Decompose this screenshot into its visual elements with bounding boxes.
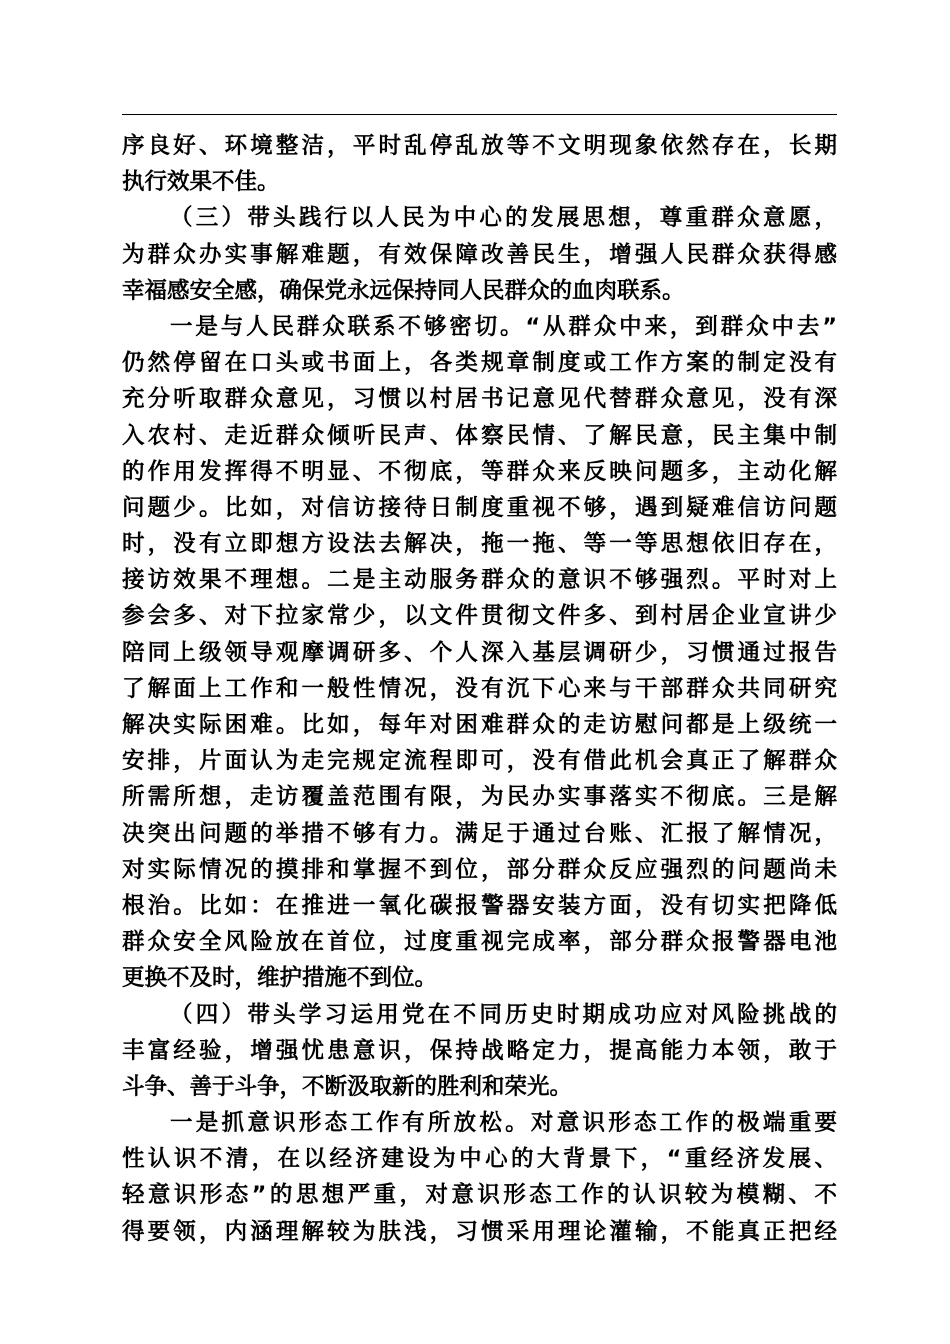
text-line: 一是与人民群众联系不够密切。“从群众中来，到群众中去” xyxy=(170,313,837,340)
text-line: 决突出问题的举措不够有力。满足于通过台账、汇报了解情况， xyxy=(122,820,837,847)
text-line: 得要领，内涵理解较为肤浅，习惯采用理论灌输，不能真正把经 xyxy=(122,1218,837,1245)
text-line: （三）带头践行以人民为中心的发展思想，尊重群众意愿， xyxy=(170,205,837,232)
text-line: 轻意识形态”的思想严重，对意识形态工作的认识较为模糊、不 xyxy=(122,1182,837,1209)
text-line: 安排，片面认为走完规定流程即可，没有借此机会真正了解群众 xyxy=(122,748,837,775)
text-line: 执行效果不佳。 xyxy=(122,169,280,196)
body-text xyxy=(122,128,837,1250)
text-line: 时，没有立即想方设法去解决，拖一拖、等一等思想依旧存在， xyxy=(122,531,837,558)
text-line: 接访效果不理想。二是主动服务群众的意识不够强烈。平时对上 xyxy=(122,567,837,594)
text-line: 了解面上工作和一般性情况，没有沉下心来与干部群众共同研究 xyxy=(122,675,837,702)
text-line: 入农村、走近群众倾听民声、体察民情、了解民意，民主集中制 xyxy=(122,422,837,449)
text-line: 的作用发挥得不明显、不彻底，等群众来反映问题多，主动化解 xyxy=(122,458,837,485)
text-line: 为群众办实事解难题，有效保障改善民生，增强人民群众获得感 xyxy=(122,241,837,268)
text-line: 斗争、善于斗争，不断汲取新的胜利和荣光。 xyxy=(122,1073,573,1100)
text-line: 参会多、对下拉家常少，以文件贯彻文件多、到村居企业宣讲少 xyxy=(122,603,837,630)
text-line: 群众安全风险放在首位，过度重视完成率，部分群众报警器电池 xyxy=(122,929,837,956)
text-line: 根治。比如：在推进一氧化碳报警器安装方面，没有切实把降低 xyxy=(122,892,837,919)
text-line: 更换不及时，维护措施不到位。 xyxy=(122,965,438,992)
text-line: 性认识不清，在以经济建设为中心的大背景下，“重经济发展、 xyxy=(122,1146,837,1173)
text-line: 解决实际困难。比如，每年对困难群众的走访慰问都是上级统一 xyxy=(122,712,837,738)
text-line: 序良好、环境整洁，平时乱停乱放等不文明现象依然存在，长期 xyxy=(122,133,837,159)
text-line: 仍然停留在口头或书面上，各类规章制度或工作方案的制定没有 xyxy=(122,350,837,377)
text-line: （四）带头学习运用党在不同历史时期成功应对风险挑战的 xyxy=(170,1001,837,1028)
text-line: 对实际情况的摸排和掌握不到位，部分群众反应强烈的问题尚未 xyxy=(122,856,837,883)
text-line: 充分听取群众意见，习惯以村居书记意见代替群众意见，没有深 xyxy=(122,386,837,413)
text-line: 陪同上级领导观摩调研多、个人深入基层调研少，习惯通过报告 xyxy=(122,639,837,666)
text-line: 幸福感安全感，确保党永远保持同人民群众的血肉联系。 xyxy=(122,277,685,304)
text-line: 所需所想，走访覆盖范围有限，为民办实事落实不彻底。三是解 xyxy=(122,784,837,811)
text-line: 问题少。比如，对信访接待日制度重视不够，遇到疑难信访问题 xyxy=(122,494,837,521)
text-line: 丰富经验，增强忧患意识，保持战略定力，提高能力本领，敢于 xyxy=(122,1037,837,1064)
text-line: 一是抓意识形态工作有所放松。对意识形态工作的极端重要 xyxy=(170,1110,837,1137)
header-rule xyxy=(122,114,837,115)
